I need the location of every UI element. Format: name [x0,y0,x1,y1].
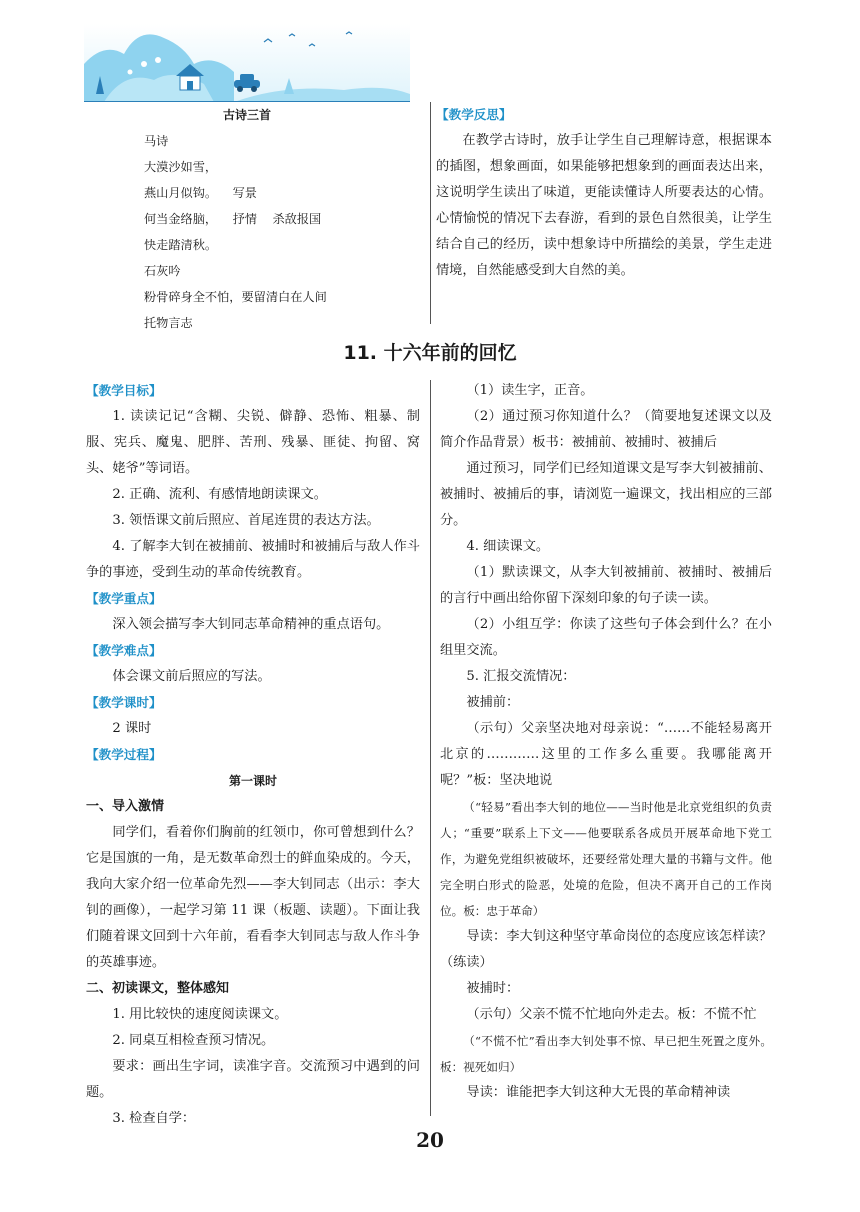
poem-line: 托物言志 [144,316,193,330]
section-title: 二、初读课文，整体感知 [86,981,230,996]
page-number: 20 [416,1128,444,1152]
right-paragraph: （2）小组互学：你读了这些句子体会到什么？在小组里交流。 [440,617,772,658]
right-paragraph: （示句）父亲坚决地对母亲说：“……不能轻易离开北京的…………这里的工作多么重要。我哪能离开呢？”板：坚决地说 [440,721,772,788]
right-paragraph: （1）默读课文，从李大钊被捕前、被捕时、被捕后的言行中画出给你留下深刻印象的句子读一读。 [440,565,772,606]
goal-item: 1. 读读记记“含糊、尖锐、僻静、恐怖、粗暴、制服、宪兵、魔鬼、肥胖、苦刑、残暴、匪徒、拘留、窝头、姥爷”等词语。 [86,409,420,476]
left-column [86,378,420,1132]
right-paragraph: 被捕前： [466,695,520,710]
process-heading: 【教学过程】 [86,747,162,762]
right-paragraph: （示句）父亲不慌不忙地向外走去。板：不慌不忙 [466,1007,757,1022]
difficulty-heading: 【教学难点】 [86,643,162,658]
goal-item: 3. 领悟课文前后照应、首尾连贯的表达方法。 [112,513,380,528]
goals-heading: 【教学目标】 [86,383,162,398]
poem-line: 石灰吟 [144,264,181,278]
poem-line: 大漠沙如雪， [144,160,218,174]
step-requirement: 要求：画出生字词，读准字音。交流预习中遇到的问题。 [86,1059,420,1100]
poem-line: 马诗 [144,134,169,148]
right-paragraph: （2）通过预习你知道什么？（简要地复述课文以及简介作品背景）板书：被捕前、被捕时、被捕后 [440,409,772,450]
right-paragraph: 4. 细读课文。 [466,539,550,554]
right-paragraph: （1）读生字，正音。 [466,383,594,398]
reflection-section [436,102,772,284]
header-banner-illustration [84,24,410,102]
column-divider [430,380,431,1116]
lesson-title: 11. 十六年前的回忆 [343,342,517,364]
section-text: 同学们，看着你们胸前的红领巾，你可曾想到什么？它是国旗的一角，是无数革命烈士的鲜血染成的。今天，我向大家介绍一位革命先烈——李大钊同志（出示：李大钊的画像），一起学习第 11 课（板题、读题）。下面让我们随着课文回到十六年前，看看李大钊同志与敌人作斗争的英雄事迹。 [86,825,420,970]
right-paragraph: 被捕时： [466,981,520,996]
poem-line: 何当金络脑， 抒情 杀敌报国 [144,212,322,226]
right-note: （“不慌不忙”看出李大钊处事不惊、早已把生死置之度外。板：视死如归） [440,1034,772,1074]
poem-line: 燕山月似钩。 写景 [144,186,257,200]
right-paragraph: 5. 汇报交流情况： [466,669,576,684]
right-paragraph: 通过预习，同学们已经知道课文是写李大钊被捕前、被捕时、被捕后的事，请浏览一遍课文，找出相应的三部分。 [440,461,772,528]
goal-item: 4. 了解李大钊在被捕前、被捕时和被捕后与敌人作斗争的事迹，受到生动的革命传统教育。 [86,539,420,580]
class-hours-heading: 【教学课时】 [86,695,162,710]
right-paragraph: 导读：谁能把李大钊这种大无畏的革命精神读 [466,1085,731,1100]
class-hours-text: 2 课时 [112,721,152,736]
goal-item: 2. 正确、流利、有感情地朗读课文。 [112,487,327,502]
step-item: 3. 检查自学： [112,1111,196,1126]
right-paragraph: 导读：李大钊这种坚守革命岗位的态度应该怎样读？（练读） [440,929,772,970]
right-column [440,378,772,1106]
reflection-heading: 【教学反思】 [436,107,512,122]
poem-line: 快走踏清秋。 [144,238,218,252]
poem-section [86,102,408,336]
key-points-text: 深入领会描写李大钊同志革命精神的重点语句。 [112,617,390,632]
right-note: （“轻易”看出李大钊的地位——当时他是北京党组织的负责人；“重要”联系上下文——他要联系各成员开展革命地下党工作，为避免党组织被破坏，还要经常处理大量的书籍与文件。他完全明白形式的险恶，处境的危险，但决不离开自己的工作岗位。板：忠于革命） [440,800,772,918]
poem-line: 粉骨碎身全不怕，要留清白在人间 [144,290,327,304]
reflection-text: 在教学古诗时，放手让学生自己理解诗意，根据课本的插图，想象画面，如果能够把想象到的画面表达出来，这说明学生读出了味道，更能读懂诗人所要表达的心情。心情愉悦的情况下去春游，看到的景色自然很美，让学生结合自己的经历，读中想象诗中所描绘的美景，学生走进情境，自然能感受到大自然的美。 [436,133,772,278]
poem-block-title: 古诗三首 [222,108,271,122]
key-points-heading: 【教学重点】 [86,591,162,606]
difficulty-text: 体会课文前后照应的写法。 [112,669,271,684]
section-title: 一、导入激情 [86,799,165,814]
first-lesson-label: 第一课时 [228,774,277,788]
column-divider [430,102,431,324]
step-item: 2. 同桌互相检查预习情况。 [112,1033,275,1048]
step-item: 1. 用比较快的速度阅读课文。 [112,1007,288,1022]
